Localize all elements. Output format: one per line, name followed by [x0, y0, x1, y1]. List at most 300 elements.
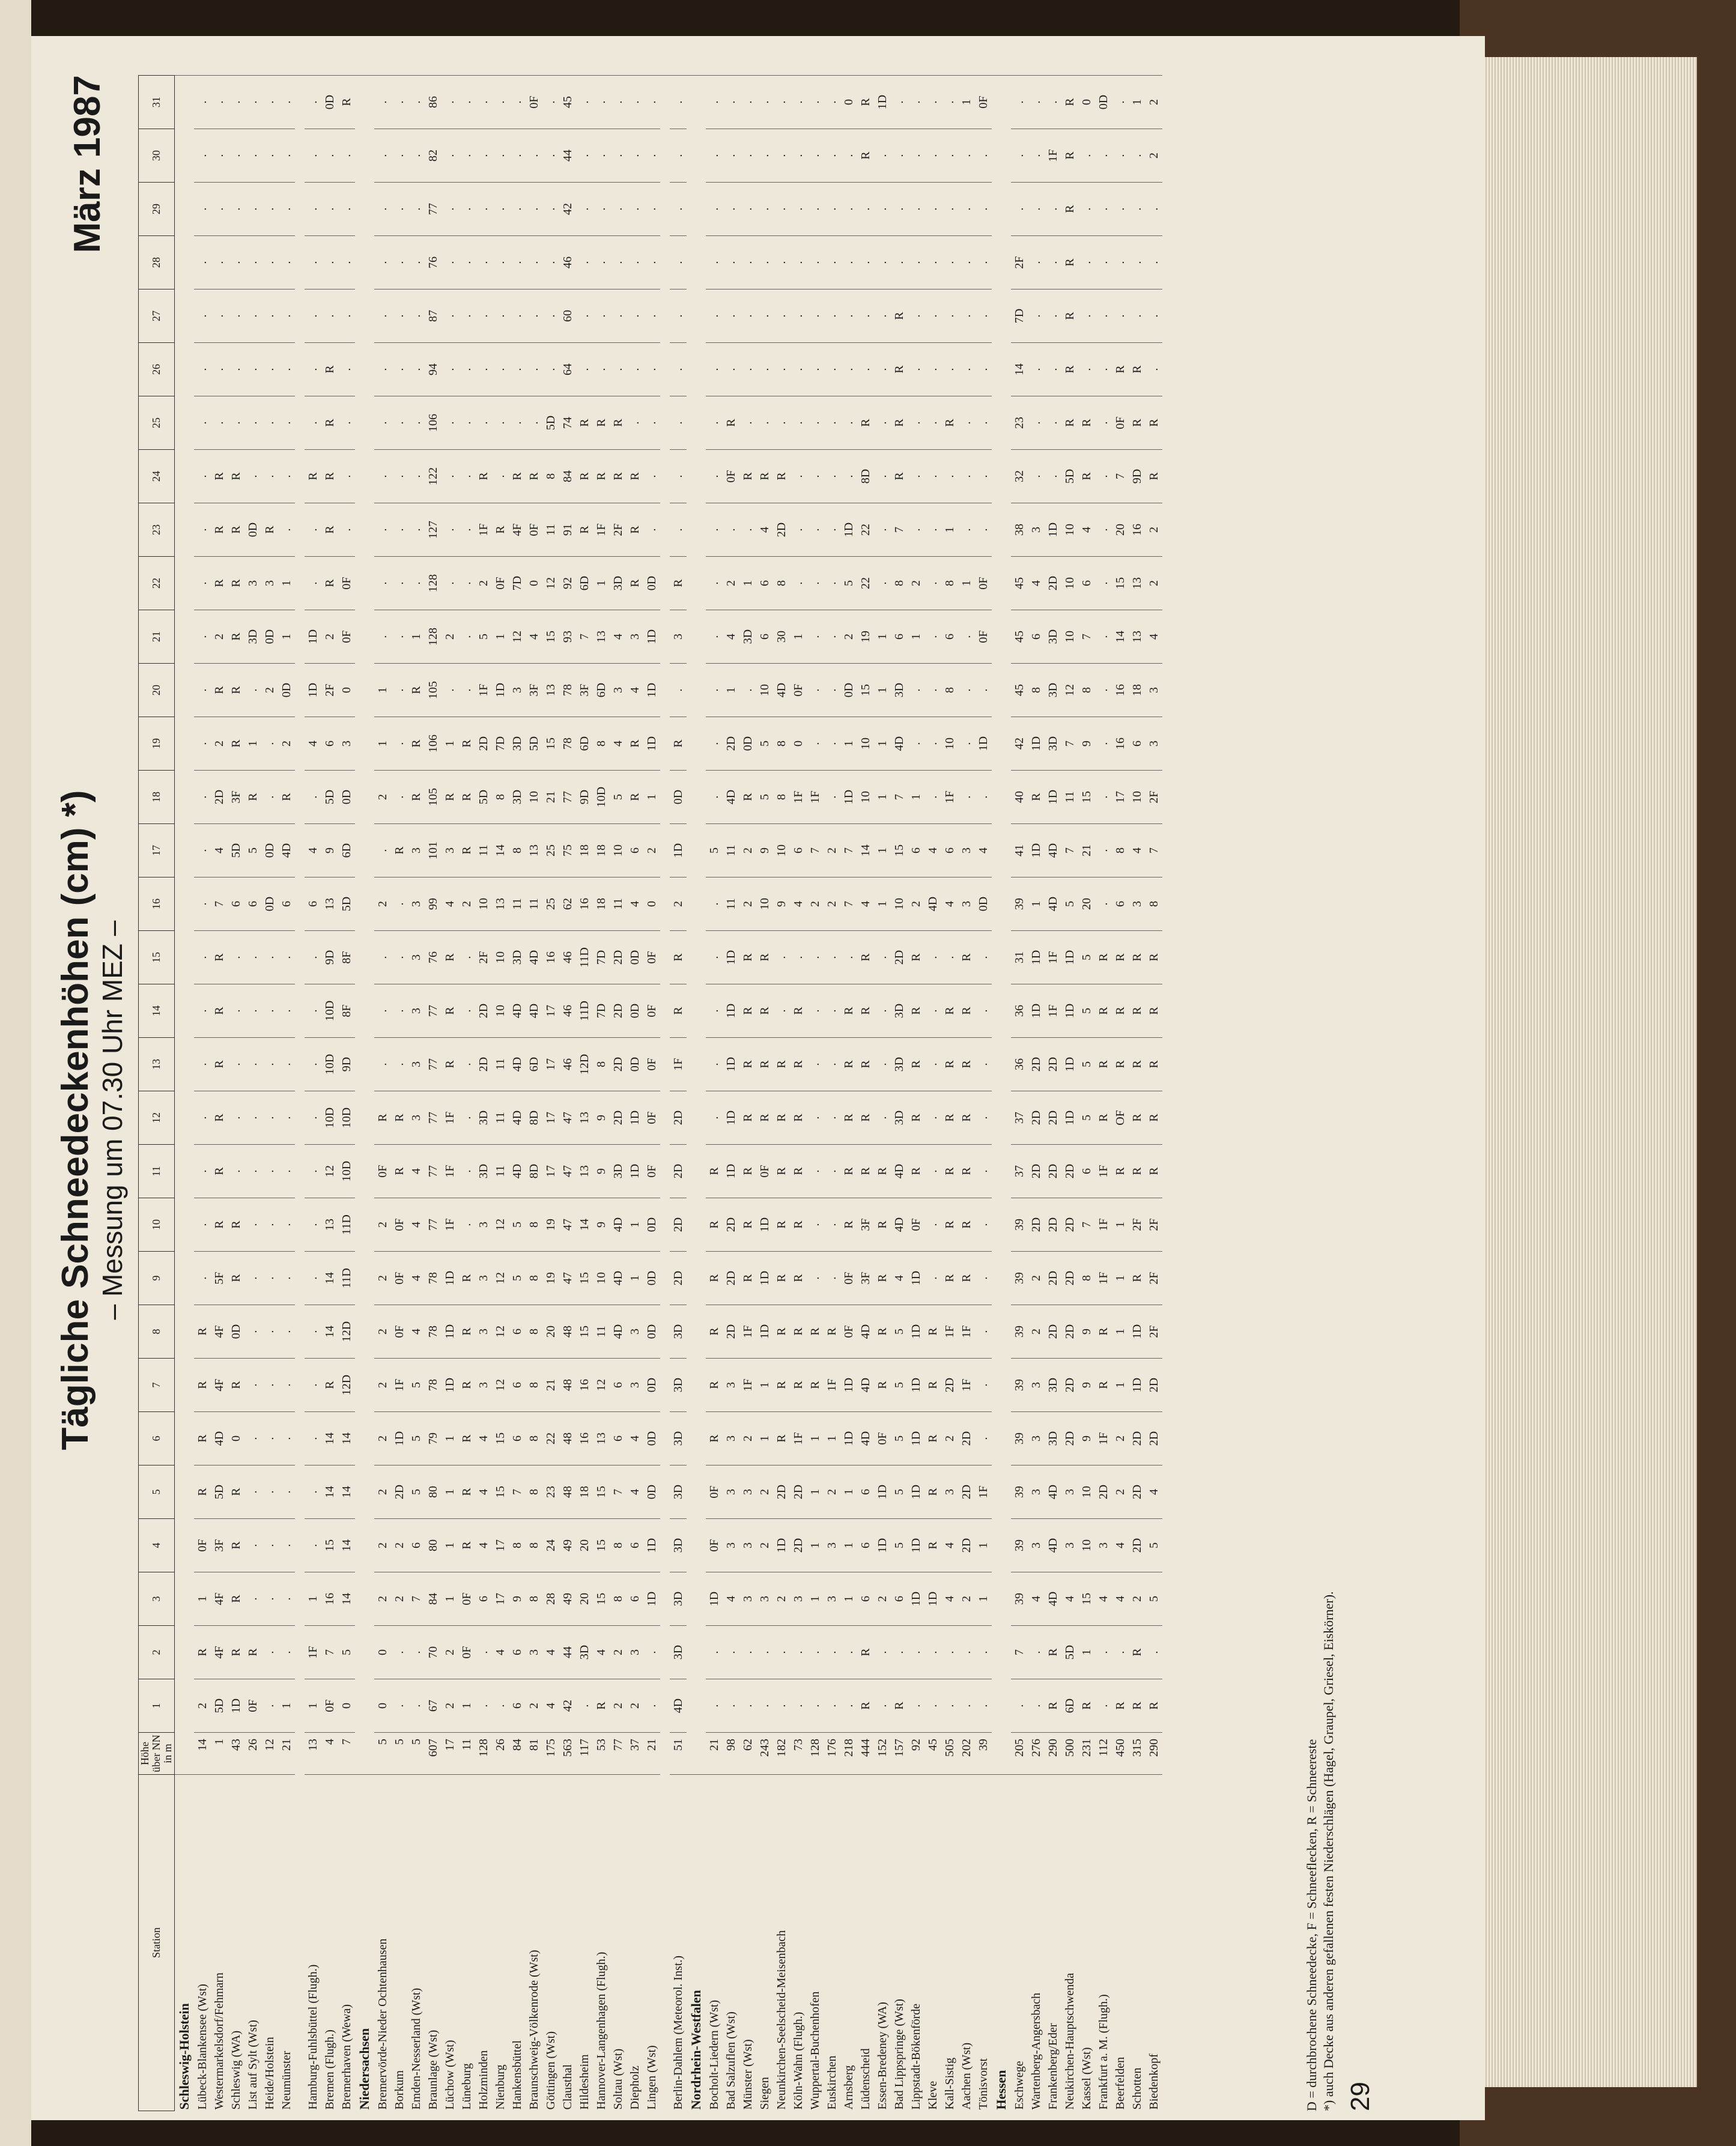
snow-depth-cell: .	[958, 717, 975, 771]
day-column-header: 20	[139, 664, 175, 717]
snow-depth-cell: 11	[492, 1145, 509, 1198]
snow-depth-cell: 6D	[1061, 1679, 1078, 1733]
snow-depth-cell: .	[790, 76, 807, 129]
snow-depth-cell: 4D	[509, 984, 526, 1038]
snow-depth-cell: .	[211, 236, 228, 289]
snow-depth-cell: 2	[773, 1572, 790, 1626]
snow-depth-cell: .	[975, 236, 992, 289]
snow-depth-cell: R	[228, 1626, 244, 1679]
table-row	[1112, 76, 1129, 2111]
snow-depth-cell: .	[924, 450, 941, 503]
snow-depth-cell: 12D	[338, 1359, 355, 1412]
snow-depth-cell: .	[194, 503, 211, 557]
snow-depth-cell: 1D	[840, 1359, 857, 1412]
snow-depth-cell: .	[261, 1466, 278, 1519]
table-row	[1095, 76, 1112, 2111]
snow-depth-cell: 4	[1146, 1466, 1162, 1519]
snow-depth-cell: 3	[1129, 877, 1146, 931]
snow-depth-cell: 21	[1078, 824, 1095, 877]
snow-depth-cell: .	[1078, 129, 1095, 183]
snow-depth-cell: 4	[1028, 1572, 1045, 1626]
snow-depth-cell: R	[824, 1305, 840, 1359]
snow-depth-cell: .	[576, 343, 593, 396]
snow-depth-cell: R	[321, 557, 338, 610]
snow-depth-cell: .	[958, 450, 975, 503]
snow-depth-cell: 2	[458, 877, 475, 931]
snow-depth-cell: .	[509, 236, 526, 289]
snow-depth-cell: .	[408, 1626, 425, 1679]
station-height: 290	[1045, 1733, 1061, 1775]
snow-depth-cell: 16	[321, 1572, 338, 1626]
snow-depth-cell: 3D	[891, 1091, 908, 1145]
snow-depth-cell: 12	[492, 1252, 509, 1305]
snow-depth-cell: 11	[723, 824, 739, 877]
snow-depth-cell: .	[790, 1679, 807, 1733]
station-name: Hamburg-Fuhlsbüttel (Flugh.)	[305, 1775, 321, 2111]
snow-depth-cell: 8	[509, 824, 526, 877]
snow-depth-cell: .	[458, 183, 475, 236]
snow-depth-cell: 6	[857, 1519, 874, 1572]
snow-depth-cell: .	[278, 1572, 295, 1626]
snow-depth-cell: .	[278, 236, 295, 289]
snow-depth-cell: 11	[475, 824, 492, 877]
snow-depth-cell: 45	[1011, 557, 1028, 610]
snow-depth-cell: 6	[1078, 1145, 1095, 1198]
snow-depth-cell: 1	[941, 503, 958, 557]
snow-depth-cell: .	[211, 129, 228, 183]
snow-depth-cell: 2D	[1129, 1412, 1146, 1466]
snow-depth-cell: .	[278, 450, 295, 503]
snow-depth-cell: R	[840, 1198, 857, 1252]
snow-depth-cell: 0D	[643, 1466, 660, 1519]
snow-depth-cell: 4	[941, 1519, 958, 1572]
snow-depth-cell: .	[941, 931, 958, 984]
snow-depth-cell: 2D	[941, 1359, 958, 1412]
snow-depth-cell: 1D	[442, 1252, 458, 1305]
table-header-row	[139, 76, 175, 2111]
day-column-header: 10	[139, 1198, 175, 1252]
snow-depth-cell: 1	[790, 610, 807, 664]
snow-depth-cell: .	[442, 129, 458, 183]
table-row	[627, 76, 643, 2111]
snow-depth-cell: .	[526, 129, 542, 183]
station-height: 37	[627, 1733, 643, 1775]
snow-depth-cell: R	[857, 984, 874, 1038]
snow-depth-cell: .	[244, 1412, 261, 1466]
snow-depth-cell: 1D	[643, 1572, 660, 1626]
snow-depth-cell: 1D	[908, 1519, 924, 1572]
snow-depth-cell: .	[261, 450, 278, 503]
snow-depth-cell: R	[670, 984, 687, 1038]
snow-depth-cell: 1F	[1095, 1252, 1112, 1305]
snow-depth-cell: 6	[941, 824, 958, 877]
snow-depth-cell: 4D	[610, 1252, 627, 1305]
snow-depth-cell: 1D	[874, 76, 891, 129]
snow-depth-cell: 2D	[211, 771, 228, 824]
snow-depth-cell: .	[278, 1252, 295, 1305]
snow-depth-cell: .	[391, 289, 408, 343]
snow-depth-cell: .	[1011, 183, 1028, 236]
snow-depth-cell: 82	[425, 129, 442, 183]
snow-depth-cell: .	[706, 450, 723, 503]
day-column-header: 26	[139, 343, 175, 396]
snow-depth-cell: .	[194, 129, 211, 183]
snow-depth-cell: .	[975, 1305, 992, 1359]
snow-depth-cell: R	[593, 450, 610, 503]
snow-depth-cell: 2D	[723, 1305, 739, 1359]
snow-depth-cell: .	[824, 396, 840, 450]
snow-depth-cell: R	[458, 824, 475, 877]
snow-depth-cell: R	[874, 1305, 891, 1359]
snow-depth-cell: 77	[425, 984, 442, 1038]
snow-depth-cell: R	[756, 1091, 773, 1145]
snow-depth-cell: 2	[374, 1198, 391, 1252]
snow-depth-cell: R	[576, 503, 593, 557]
snow-depth-cell: 3D	[1045, 1359, 1061, 1412]
snow-depth-cell: 4F	[509, 503, 526, 557]
snow-depth-cell: 1D	[723, 1145, 739, 1198]
snow-depth-cell: .	[891, 183, 908, 236]
snow-depth-cell: .	[857, 236, 874, 289]
snow-depth-cell: .	[261, 984, 278, 1038]
snow-depth-cell: 3F	[228, 771, 244, 824]
snow-depth-cell: .	[670, 183, 687, 236]
region-heading-row	[992, 76, 1011, 2111]
snow-depth-cell: R	[1095, 931, 1112, 984]
snow-depth-cell: .	[924, 1145, 941, 1198]
snow-depth-cell: 6	[244, 877, 261, 931]
snow-depth-cell: 2	[807, 877, 824, 931]
snow-depth-cell: R	[857, 396, 874, 450]
snow-depth-cell: 0F	[643, 1145, 660, 1198]
snow-depth-cell: R	[941, 1038, 958, 1091]
snow-depth-cell: 14	[576, 1198, 593, 1252]
snow-depth-cell: .	[228, 129, 244, 183]
snow-depth-cell: R	[593, 396, 610, 450]
station-height: 231	[1078, 1733, 1095, 1775]
snow-depth-cell: 7	[408, 1572, 425, 1626]
snow-depth-cell: .	[924, 1252, 941, 1305]
snow-depth-cell: 5D	[321, 771, 338, 824]
snow-depth-cell: .	[643, 343, 660, 396]
snow-depth-cell: R	[773, 1412, 790, 1466]
region-name: Niedersachsen	[355, 1775, 374, 2111]
snow-depth-cell: 10	[891, 877, 908, 931]
snow-depth-cell: .	[542, 129, 559, 183]
snow-depth-cell: 0	[840, 76, 857, 129]
snow-depth-cell: 7	[211, 877, 228, 931]
snow-depth-cell: .	[1028, 1679, 1045, 1733]
snow-depth-cell: .	[576, 76, 593, 129]
snow-depth-cell: .	[244, 236, 261, 289]
station-name: Aachen (Wst)	[958, 1775, 975, 2111]
snow-depth-cell: 7	[807, 824, 824, 877]
snow-depth-cell: 80	[425, 1519, 442, 1572]
snow-depth-cell: .	[244, 984, 261, 1038]
snow-depth-cell: R	[857, 1038, 874, 1091]
snow-depth-cell: R	[442, 1038, 458, 1091]
snow-depth-cell: 46	[559, 1038, 576, 1091]
snow-depth-cell: R	[458, 1466, 475, 1519]
station-name: Braunschweig-Völkenrode (Wst)	[526, 1775, 542, 2111]
snow-depth-cell: .	[756, 1626, 773, 1679]
snow-depth-cell: R	[941, 1145, 958, 1198]
snow-depth-cell: 2D	[723, 1252, 739, 1305]
snow-depth-cell: 4D	[857, 1412, 874, 1466]
snow-depth-cell: .	[941, 1679, 958, 1733]
snow-depth-cell: .	[391, 717, 408, 771]
snow-depth-cell: R	[1078, 396, 1095, 450]
snow-depth-cell: .	[824, 1038, 840, 1091]
snow-depth-cell: 1F	[475, 664, 492, 717]
snow-depth-cell: .	[773, 289, 790, 343]
snow-depth-cell: .	[244, 396, 261, 450]
snow-depth-cell: 0D	[975, 877, 992, 931]
station-height: 21	[278, 1733, 295, 1775]
snow-depth-cell: .	[723, 76, 739, 129]
day-column-header: 16	[139, 877, 175, 931]
snow-depth-cell: 0F	[706, 1466, 723, 1519]
snow-depth-cell: .	[773, 931, 790, 984]
snow-depth-cell: 8	[526, 1359, 542, 1412]
snow-depth-cell: 7	[1061, 824, 1078, 877]
station-height: 117	[576, 1733, 593, 1775]
snow-depth-cell: 4D	[857, 1359, 874, 1412]
table-row	[526, 76, 542, 2111]
snow-depth-cell: 2	[756, 1519, 773, 1572]
snow-depth-cell: 4	[1146, 610, 1162, 664]
snow-depth-cell: 8	[891, 557, 908, 610]
snow-depth-cell: .	[1011, 76, 1028, 129]
snow-depth-cell: 1	[756, 1359, 773, 1412]
snow-depth-cell: 11D	[576, 984, 593, 1038]
snow-depth-cell: 3	[261, 557, 278, 610]
snow-depth-cell: 1	[840, 717, 857, 771]
snow-depth-cell: .	[924, 1626, 941, 1679]
snow-depth-cell: R	[1129, 1145, 1146, 1198]
snow-depth-cell: .	[1112, 129, 1129, 183]
snow-depth-cell: R	[941, 1252, 958, 1305]
snow-depth-cell: 44	[559, 1626, 576, 1679]
snow-depth-cell: 1	[975, 1572, 992, 1626]
snow-depth-cell: 4F	[211, 1305, 228, 1359]
snow-depth-cell: .	[458, 236, 475, 289]
snow-depth-cell: .	[374, 984, 391, 1038]
station-height: 112	[1095, 1733, 1112, 1775]
snow-depth-cell: .	[374, 503, 391, 557]
snow-depth-cell: R	[857, 129, 874, 183]
snow-depth-cell: .	[840, 183, 857, 236]
snow-depth-cell: .	[305, 289, 321, 343]
snow-depth-cell: 7	[509, 1466, 526, 1519]
snow-depth-cell: 1	[593, 557, 610, 610]
snow-depth-cell: 6	[509, 1679, 526, 1733]
snow-depth-cell: .	[975, 1038, 992, 1091]
snow-depth-cell: 0F	[338, 557, 355, 610]
snow-depth-cell: 2D	[475, 1038, 492, 1091]
snow-depth-cell: 1	[807, 1572, 824, 1626]
snow-depth-cell: 2D	[1045, 1145, 1061, 1198]
snow-depth-cell: R	[857, 1091, 874, 1145]
table-row	[941, 76, 958, 2111]
snow-depth-cell: 122	[425, 450, 442, 503]
snow-depth-cell: 5F	[211, 1252, 228, 1305]
snow-depth-cell: 3	[244, 557, 261, 610]
snow-depth-cell: 19	[857, 610, 874, 664]
snow-depth-cell: 4	[475, 1466, 492, 1519]
station-name: Nienburg	[492, 1775, 509, 2111]
snow-depth-cell: 5	[756, 717, 773, 771]
snow-depth-cell: 4D	[670, 1679, 687, 1733]
station-height: 218	[840, 1733, 857, 1775]
snow-depth-cell: 4	[542, 1626, 559, 1679]
station-name: Wuppertal-Buchenhofen	[807, 1775, 824, 2111]
station-height: 128	[807, 1733, 824, 1775]
snow-depth-cell: R	[874, 1359, 891, 1412]
snow-depth-cell: 5D	[1061, 1626, 1078, 1679]
snow-depth-cell: .	[924, 236, 941, 289]
snow-depth-cell: 1	[1078, 1626, 1095, 1679]
snow-depth-cell: 4D	[723, 771, 739, 824]
snow-depth-cell: R	[627, 503, 643, 557]
snow-depth-cell: .	[278, 343, 295, 396]
snow-depth-cell: 6	[756, 557, 773, 610]
snow-depth-cell: 3D	[610, 557, 627, 610]
snow-depth-cell: .	[975, 1252, 992, 1305]
snow-depth-cell: 2D	[958, 1466, 975, 1519]
snow-depth-cell: R	[840, 1038, 857, 1091]
snow-depth-cell: 6	[475, 1572, 492, 1626]
station-height: 205	[1011, 1733, 1028, 1775]
snow-depth-cell: 3D	[475, 1145, 492, 1198]
snow-depth-cell: 14	[321, 1412, 338, 1466]
snow-depth-cell: .	[643, 1679, 660, 1733]
snow-depth-cell: .	[824, 236, 840, 289]
snow-depth-cell: R	[857, 931, 874, 984]
snow-depth-cell: 25	[542, 877, 559, 931]
snow-depth-cell: 4F	[211, 1626, 228, 1679]
snow-depth-cell: 14	[492, 824, 509, 877]
snow-depth-cell: .	[773, 396, 790, 450]
snow-depth-cell: R	[408, 717, 425, 771]
snow-depth-cell: .	[261, 183, 278, 236]
snow-depth-cell: 2D	[790, 1519, 807, 1572]
snow-depth-cell: R	[790, 1252, 807, 1305]
snow-depth-cell: R	[391, 1091, 408, 1145]
snow-depth-cell: .	[975, 1412, 992, 1466]
snow-depth-cell: 2	[958, 1572, 975, 1626]
snow-depth-cell: .	[1112, 236, 1129, 289]
snow-depth-cell: 0F	[975, 76, 992, 129]
snow-depth-cell: R	[194, 1412, 211, 1466]
snow-depth-cell: .	[492, 183, 509, 236]
snow-depth-cell: 3	[1061, 1466, 1078, 1519]
snow-depth-cell: .	[874, 289, 891, 343]
station-name: Arnsberg	[840, 1775, 857, 2111]
snow-depth-cell: 9	[1078, 1412, 1095, 1466]
snow-depth-cell: 0D	[321, 76, 338, 129]
snow-depth-cell: .	[723, 1626, 739, 1679]
snow-depth-cell: 9D	[338, 1038, 355, 1091]
snow-depth-cell: 6	[1129, 717, 1146, 771]
snow-depth-cell: 12D	[576, 1038, 593, 1091]
snow-depth-cell: 0D	[739, 717, 756, 771]
day-column-header: 14	[139, 984, 175, 1038]
snow-depth-cell: .	[374, 289, 391, 343]
snow-depth-cell: 36	[1011, 1038, 1028, 1091]
snow-depth-cell: .	[975, 1198, 992, 1252]
snow-depth-cell: .	[706, 1679, 723, 1733]
snow-depth-cell: .	[442, 450, 458, 503]
snow-depth-cell: R	[941, 1198, 958, 1252]
snow-depth-cell: .	[1028, 396, 1045, 450]
snow-depth-cell: 4	[756, 503, 773, 557]
region-filler	[992, 76, 1011, 1775]
snow-depth-cell: 1	[408, 610, 425, 664]
snow-depth-cell: .	[408, 1679, 425, 1733]
snow-depth-cell: .	[773, 984, 790, 1038]
snow-depth-cell: 2	[374, 1519, 391, 1572]
snow-depth-cell: 0F	[908, 1198, 924, 1252]
snow-depth-cell: 0	[643, 877, 660, 931]
snow-depth-cell: 2D	[670, 1252, 687, 1305]
station-name: Clausthal	[559, 1775, 576, 2111]
snow-depth-cell: .	[1028, 183, 1045, 236]
snow-depth-cell: 6	[756, 610, 773, 664]
snow-depth-cell: .	[670, 664, 687, 717]
snow-depth-cell: 3	[509, 664, 526, 717]
snow-depth-cell: .	[924, 1679, 941, 1733]
snow-depth-cell: .	[211, 343, 228, 396]
snow-depth-cell: 45	[559, 76, 576, 129]
snow-depth-cell: 0	[1078, 76, 1095, 129]
snow-depth-cell: .	[338, 236, 355, 289]
snow-depth-cell: 2	[723, 557, 739, 610]
snow-depth-cell: 2	[824, 877, 840, 931]
snow-depth-cell: 105	[425, 664, 442, 717]
snow-depth-cell: .	[840, 450, 857, 503]
station-name: Neumünster	[278, 1775, 295, 2111]
snow-depth-cell: .	[408, 503, 425, 557]
snow-depth-cell: .	[509, 183, 526, 236]
snow-depth-cell: 4D	[610, 1198, 627, 1252]
snow-depth-cell: .	[807, 717, 824, 771]
snow-depth-cell: R	[857, 1679, 874, 1733]
snow-depth-cell: .	[442, 664, 458, 717]
snow-depth-cell: R	[1078, 450, 1095, 503]
snow-depth-cell: .	[924, 610, 941, 664]
snow-depth-cell: .	[874, 1038, 891, 1091]
snow-depth-cell: .	[1095, 610, 1112, 664]
snow-depth-cell: 6	[891, 1572, 908, 1626]
snow-depth-cell: R	[458, 1519, 475, 1572]
snow-depth-cell: 2F	[1146, 1198, 1162, 1252]
snow-depth-cell: R	[941, 396, 958, 450]
snow-depth-cell: .	[824, 557, 840, 610]
snow-depth-cell: 2	[824, 1466, 840, 1519]
spacer-row	[660, 76, 670, 2111]
snow-depth-cell: .	[1095, 129, 1112, 183]
snow-depth-cell: R	[228, 450, 244, 503]
snow-depth-cell: .	[475, 129, 492, 183]
snow-depth-cell: R	[1095, 1359, 1112, 1412]
snow-depth-cell: R	[408, 771, 425, 824]
snow-depth-cell: 0D	[643, 1305, 660, 1359]
table-row	[228, 76, 244, 2111]
snow-depth-cell: R	[891, 396, 908, 450]
table-row	[706, 76, 723, 2111]
snow-depth-cell: 2F	[1011, 236, 1028, 289]
